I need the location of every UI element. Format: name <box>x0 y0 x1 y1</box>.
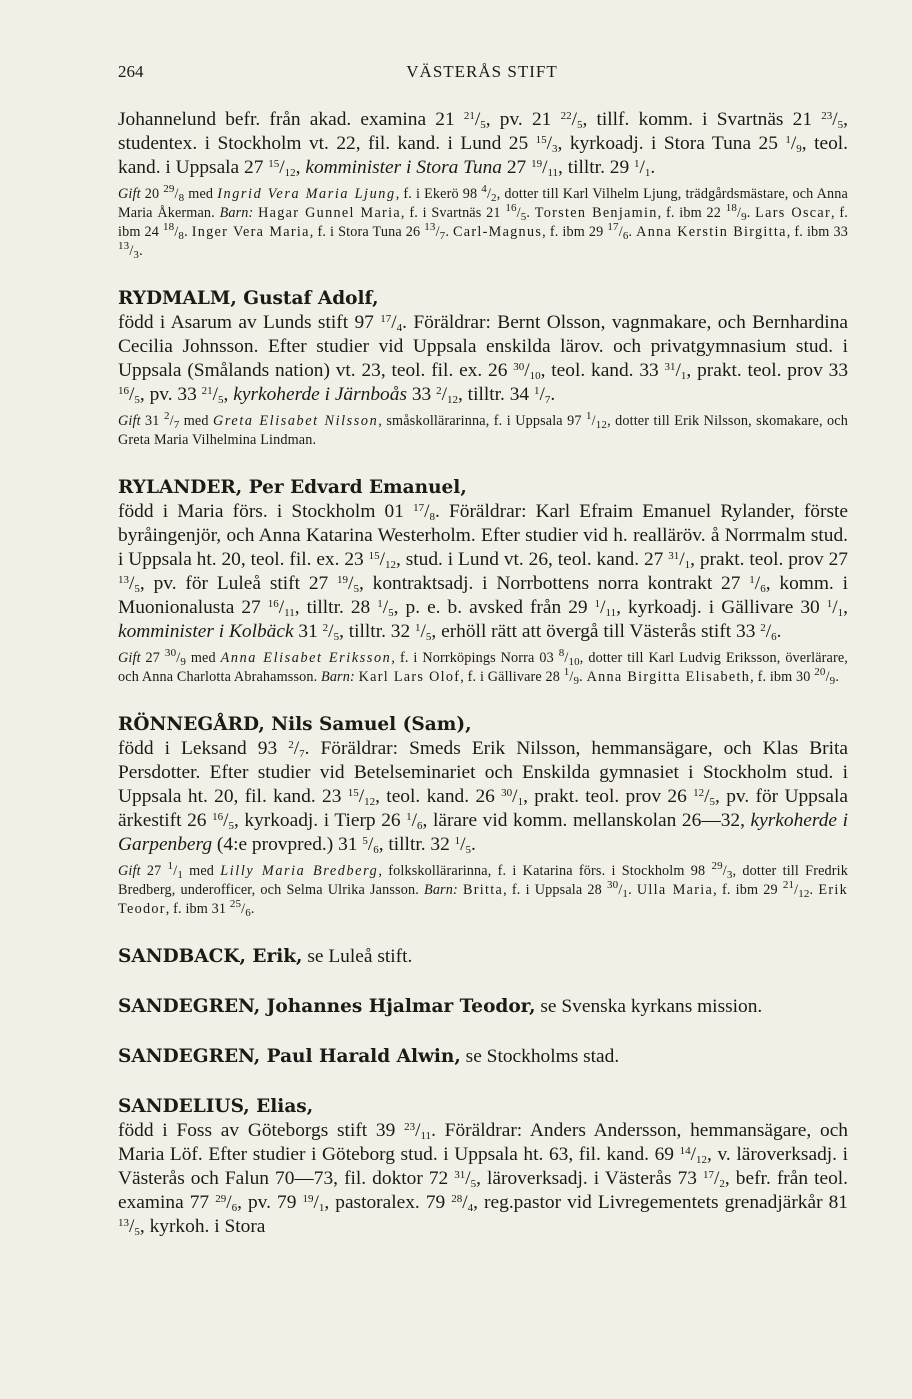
child-name: Lars Oscar <box>755 205 832 221</box>
biography-text: född i Leksand 93 $^2/_7$. Föräldrar: Smeds Erik Nilsson, hemmansägare, och Klas Brita Persdotter. Efter studier vid Betelseminariet och Enskilda gymnasiet i Stockholm stud. i Uppsala ht. 20, fil. kand. 23 $^{15}/_{12}$, teol. kand. 26 $^{30}/_1$, prakt. teol. prov 26 $^{12}/_5$, pv. för Uppsala ärkestift 26 $^{16}/_5$, kyrkoadj. i Tierp 26 $^1/_6$, lärare vid komm. mellanskolan 26—32, kyrkoherde i Garpenberg (4:e provpred.) 31 $^5/_6$, tilltr. 32 $^1/_5$. <box>118 738 849 856</box>
date-day: 22 <box>560 110 572 122</box>
given-names: Gustaf Adolf, <box>236 288 379 309</box>
italic-text: komminister i Kolbäck <box>118 621 294 642</box>
date-day: 17 <box>607 221 619 233</box>
entries-column <box>118 108 848 1239</box>
date-day: 29 <box>215 1193 227 1205</box>
entry-heading <box>118 287 848 311</box>
entry-sandegren-paul <box>118 1045 848 1069</box>
date-month: 2 <box>719 1178 725 1190</box>
date-month: 12 <box>385 559 397 571</box>
spouse-name: Anna Elisabet Eriksson <box>220 650 392 666</box>
date-month: 5 <box>425 631 432 643</box>
date-day: 2 <box>163 410 170 422</box>
date-month: 9 <box>741 211 747 223</box>
child-name: Inger Vera Maria <box>191 224 310 240</box>
child-name: Ulla Maria <box>636 882 714 898</box>
italic-text: Gift <box>118 186 141 202</box>
date-day: 30 <box>513 361 525 373</box>
date-month: 1 <box>177 869 183 881</box>
date-month: 5 <box>576 119 583 131</box>
biography-text: född i Asarum av Lunds stift 97 $^{17}/_4$. Föräldrar: Bernt Olsson, vagnmakare, och Bernhardina Cecilia Johnsson. Efter studier vid Uppsala enskilda lärov. och privatgymnasium stud. i Uppsala (Smålands nation) vt. 23, teol. fil. ex. 26 $^{30}/_{10}$, teol. kand. 33 $^{31}/_1$, prakt. teol. prov 33 $^{16}/_5$, pv. 33 $^{21}/_5$, kyrkoherde i Järnboås 33 $^2/_{12}$, tilltr. 34 $^1/_7$. <box>118 312 849 406</box>
date-day: 29 <box>711 860 723 872</box>
page-header <box>118 62 846 82</box>
spouse-name: Greta Elisabet Nilsson <box>212 413 379 429</box>
date-day: 1 <box>749 574 755 586</box>
date-month: 12 <box>595 419 608 431</box>
date-month: 11 <box>284 607 295 619</box>
date-month: 6 <box>417 820 423 832</box>
date-day: 30 <box>164 647 177 659</box>
date-month: 1 <box>517 796 524 808</box>
date-month: 5 <box>520 211 527 223</box>
child-name: Erik Teodor <box>118 882 848 917</box>
cross-reference: se Luleå stift. <box>302 946 413 967</box>
date-month: 7 <box>299 748 305 760</box>
date-day: 13 <box>118 1217 129 1229</box>
entry-heading <box>118 995 848 1019</box>
date-month: 4 <box>467 1202 474 1214</box>
date-month: 5 <box>134 583 140 595</box>
date-day: 15 <box>268 158 280 170</box>
date-day: 1 <box>167 860 174 872</box>
date-month: 1 <box>680 370 687 382</box>
marriage-note: Gift 27 $^{30}/_9$ med Anna Elisabet Eriksson, f. i Norrköpings Norra 03 $^8/_{10}$, dotter till Karl Ludvig Eriksson, överlärare, och Anna Charlotta Abrahamsson. Barn: Karl Lars Olof, f. i Gällivare 28 $^1/_9$. Anna Birgitta Elisabeth, f. ibm 30 $^{20}/_9$. <box>118 647 849 687</box>
date-month: 6 <box>622 230 629 242</box>
date-day: 19 <box>302 1193 314 1205</box>
date-day: 2 <box>436 385 442 397</box>
date-day: 1 <box>634 158 640 170</box>
date-day: 19 <box>337 574 349 586</box>
date-day: 31 <box>664 361 676 373</box>
given-names: Elias, <box>249 1096 314 1117</box>
cross-reference: se Svenska kyrkans mission. <box>535 996 763 1017</box>
date-day: 16 <box>212 811 224 823</box>
child-name: Britta <box>462 882 504 898</box>
date-day: 19 <box>531 158 543 170</box>
date-month: 7 <box>544 394 551 406</box>
given-names: Per Edvard Emanuel, <box>242 477 467 498</box>
date-month: 8 <box>429 511 435 523</box>
date-day: 1 <box>454 835 461 847</box>
date-month: 5 <box>465 844 472 856</box>
date-day: 29 <box>163 183 175 195</box>
date-day: 2 <box>760 622 766 634</box>
date-month: 9 <box>829 675 836 687</box>
date-day: 17 <box>703 1169 715 1181</box>
date-month: 4 <box>396 322 403 334</box>
date-month: 6 <box>245 907 251 919</box>
entry-sandegren-johannes <box>118 995 848 1019</box>
spouse-name: Lilly Maria Bredberg <box>220 863 379 879</box>
italic-text: Barn: <box>219 205 254 221</box>
entry-sandback <box>118 945 848 969</box>
date-day: 30 <box>607 879 619 891</box>
date-day: 5 <box>362 835 368 847</box>
italic-text: Gift <box>118 863 141 879</box>
surname: SANDELIUS, <box>118 1096 250 1117</box>
date-month: 3 <box>552 143 558 155</box>
date-month: 5 <box>134 394 140 406</box>
italic-text: Gift <box>118 413 141 429</box>
date-month: 12 <box>284 167 296 179</box>
italic-text: Gift <box>118 650 141 666</box>
date-month: 5 <box>388 607 394 619</box>
marriage-note: Gift 31 $^2/_7$ med Greta Elisabet Nilsson, småskollärarinna, f. i Uppsala 97 $^1/_{12}$, dotter till Erik Nilsson, skomakare, och Greta Maria Vilhelmina Lindman. <box>118 410 848 448</box>
date-day: 15 <box>535 134 547 146</box>
date-month: 1 <box>684 559 691 571</box>
date-day: 25 <box>229 898 242 910</box>
surname: RYDMALM, <box>118 288 237 309</box>
date-month: 5 <box>228 820 234 832</box>
date-day: 1 <box>406 811 412 823</box>
date-day: 13 <box>118 240 130 252</box>
date-day: 2 <box>288 739 294 751</box>
date-day: 17 <box>380 313 392 325</box>
date-month: 9 <box>573 675 580 687</box>
spouse-name: Ingrid Vera Maria Ljung <box>217 186 396 202</box>
date-day: 1 <box>826 598 833 610</box>
date-month: 5 <box>134 1226 140 1238</box>
date-month: 6 <box>373 844 379 856</box>
date-day: 13 <box>118 574 129 586</box>
entry-heading <box>118 1095 848 1119</box>
date-month: 9 <box>796 143 802 155</box>
date-month: 3 <box>726 869 733 881</box>
date-day: 1 <box>563 666 570 678</box>
italic-text: Barn: <box>321 669 355 685</box>
italic-text: Barn: <box>424 882 458 898</box>
date-day: 31 <box>454 1169 466 1181</box>
date-day: 18 <box>725 202 738 214</box>
date-month: 9 <box>180 656 186 668</box>
page-number: 264 <box>118 62 144 81</box>
entry-heading <box>118 1045 848 1069</box>
entry-heading <box>118 476 848 500</box>
given-names: Nils Samuel (Sam), <box>264 714 472 735</box>
italic-text: kyrkoherde i Järnboås <box>233 384 407 405</box>
date-day: 30 <box>501 787 513 799</box>
italic-text: komminister i Stora Tuna <box>305 157 502 178</box>
surname: RYLANDER, <box>118 477 243 498</box>
marriage-note: Gift 27 $^1/_1$ med Lilly Maria Bredberg, folkskollärarinna, f. i Katarina förs. i Stockholm 98 $^{29}/_3$, dotter till Fredrik Bredberg, underofficer, och Selma Ulrika Jansson. Barn: Britta, f. i Uppsala 28 $^{30}/_1$. Ulla Maria, f. ibm 29 $^{21}/_{12}$. Erik Teodor, f. ibm 31 $^{25}/_6$. <box>118 860 848 919</box>
date-month: 1 <box>318 1202 325 1214</box>
date-month: 6 <box>771 631 777 643</box>
date-day: 1 <box>533 385 540 397</box>
date-month: 11 <box>547 167 559 179</box>
date-month: 7 <box>173 419 180 431</box>
date-month: 8 <box>178 192 185 204</box>
date-day: 2 <box>322 622 329 634</box>
date-day: 16 <box>267 598 279 610</box>
date-month: 12 <box>364 796 376 808</box>
date-month: 10 <box>529 370 541 382</box>
entry-heading <box>118 713 848 737</box>
date-month: 8 <box>178 230 185 242</box>
date-day: 1 <box>594 598 601 610</box>
date-day: 17 <box>413 502 425 514</box>
date-day: 13 <box>424 221 436 233</box>
date-month: 1 <box>622 888 629 900</box>
marriage-note: Gift 20 $^{29}/_8$ med Ingrid Vera Maria Ljung, f. i Ekerö 98 $^4/_2$, dotter till Karl Vilhelm Ljung, trädgårdsmästare, och Anna Maria Åkerman. Barn: Hagar Gunnel Maria, f. i Svartnäs 21 $^{16}/_5$. Torsten Benjamin, f. ibm 22 $^{18}/_9$. Lars Oscar, f. ibm 24 $^{18}/_8$. Inger Vera Maria, f. i Stora Tuna 26 $^{13}/_7$. Carl-Magnus, f. ibm 29 $^{17}/_6$. Anna Kerstin Birgitta, f. ibm 33 $^{13}/_3$. <box>118 183 848 261</box>
date-month: 12 <box>696 1154 707 1166</box>
date-day: 23 <box>404 1121 416 1133</box>
running-title: VÄSTERÅS STIFT <box>406 62 558 81</box>
date-month: 3 <box>133 249 140 261</box>
date-month: 5 <box>333 631 340 643</box>
child-name: Hagar Gunnel Maria <box>258 205 401 221</box>
date-day: 12 <box>693 787 705 799</box>
child-name: Carl-Magnus <box>453 224 543 240</box>
date-month: 7 <box>439 230 446 242</box>
date-day: 1 <box>586 410 592 422</box>
italic-text: kyrkoherde i Garpenberg <box>118 810 848 855</box>
date-month: 1 <box>644 167 651 179</box>
surname: SANDEGREN, <box>118 1046 261 1067</box>
date-day: 14 <box>679 1145 691 1157</box>
entry-sandelius <box>118 1095 848 1239</box>
date-day: 15 <box>368 550 380 562</box>
date-month: 5 <box>218 394 224 406</box>
date-month: 1 <box>837 607 844 619</box>
date-month: 2 <box>491 192 497 204</box>
date-month: 5 <box>353 583 359 595</box>
given-names: Paul Harald Alwin, <box>260 1046 461 1067</box>
date-day: 4 <box>481 183 487 195</box>
date-month: 10 <box>568 656 580 668</box>
surname: RÖNNEGÅRD, <box>118 714 265 735</box>
date-day: 23 <box>821 110 833 122</box>
date-month: 5 <box>709 796 716 808</box>
entry-ronnegard <box>118 713 848 919</box>
child-name: Karl Lars Olof <box>358 669 461 685</box>
date-month: 6 <box>760 583 766 595</box>
surname: SANDBACK, <box>118 946 246 967</box>
date-month: 11 <box>605 607 617 619</box>
date-day: 16 <box>505 202 517 214</box>
date-day: 21 <box>463 110 475 122</box>
date-day: 1 <box>785 134 791 146</box>
entry-johannelund <box>118 108 848 261</box>
child-name: Torsten Benjamin <box>534 205 658 221</box>
date-day: 8 <box>558 647 565 659</box>
child-name: Anna Kerstin Birgitta <box>636 224 787 240</box>
date-month: 5 <box>470 1178 477 1190</box>
child-name: Anna Birgitta Elisabeth <box>586 669 751 685</box>
cross-reference: se Stockholms stad. <box>460 1046 620 1067</box>
date-day: 18 <box>163 221 175 233</box>
biography-text: född i Maria förs. i Stockholm 01 $^{17}/_8$. Föräldrar: Karl Efraim Emanuel Rylander, förste byråingenjör, och Anna Katarina Westerholm. Efter studier vid h. realläröv. å Norrmalm stud. i Uppsala ht. 20, teol. fil. ex. 23 $^{15}/_{12}$, stud. i Lund vt. 26, teol. kand. 27 $^{31}/_1$, prakt. teol. prov 27 $^{13}/_5$, pv. för Luleå stift 27 $^{19}/_5$, kontraktsadj. i Norrbottens norra kontrakt 27 $^1/_6$, komm. i Muonionalusta 27 $^{16}/_{11}$, tilltr. 28 $^1/_5$, p. e. b. avsked från 29 $^1/_{11}$, kyrkoadj. i Gällivare 30 $^1/_1$, komminister i Kolbäck 31 $^2/_5$, tilltr. 32 $^1/_5$, erhöll rätt att övergå till Västerås stift 33 $^2/_6$. <box>118 501 849 643</box>
date-day: 1 <box>415 622 421 634</box>
entry-heading <box>118 945 848 969</box>
entry-rydmalm <box>118 287 848 450</box>
date-day: 21 <box>782 879 795 891</box>
surname: SANDEGREN, <box>118 996 261 1017</box>
entry-rylander <box>118 476 848 687</box>
date-month: 12 <box>798 888 810 900</box>
biography-text: Johannelund befr. från akad. examina 21 $^{21}/_5$, pv. 21 $^{22}/_5$, tillf. komm. i Svartnäs 21 $^{23}/_5$, studentex. i Stockholm vt. 22, fil. kand. i Lund 25 $^{15}/_3$, kyrkoadj. i Stora Tuna 25 $^1/_9$, teol. kand. i Uppsala 27 $^{15}/_{12}$, komminister i Stora Tuna 27 $^{19}/_{11}$, tilltr. 29 $^1/_1$. <box>118 109 849 179</box>
date-month: 6 <box>231 1202 238 1214</box>
date-month: 11 <box>420 1130 432 1142</box>
biography-text: född i Foss av Göteborgs stift 39 $^{23}/_{11}$. Föräldrar: Anders Andersson, hemmansägare, och Maria Löf. Efter studier i Göteborg stud. i Uppsala ht. 63, fil. kand. 69 $^{14}/_{12}$, v. läroverksadj. i Västerås och Falun 70—73, fil. doktor 72 $^{31}/_5$, läroverksadj. i Västerås 73 $^{17}/_2$, befr. från teol. examina 77 $^{29}/_6$, pv. 79 $^{19}/_1$, pastoralex. 79 $^{28}/_4$, reg.pastor vid Livregementets grenadjärkår 81 $^{13}/_5$, kyrkoh. i Stora <box>118 1120 848 1238</box>
date-month: 5 <box>480 119 486 131</box>
given-names: Johannes Hjalmar Teodor, <box>260 996 536 1017</box>
date-day: 21 <box>201 385 213 397</box>
date-day: 1 <box>377 598 383 610</box>
date-day: 15 <box>347 787 359 799</box>
given-names: Erik, <box>245 946 303 967</box>
date-day: 31 <box>668 550 680 562</box>
date-day: 20 <box>814 666 826 678</box>
date-day: 16 <box>118 385 129 397</box>
date-month: 12 <box>446 394 458 406</box>
date-month: 5 <box>837 119 844 131</box>
date-day: 28 <box>451 1193 463 1205</box>
